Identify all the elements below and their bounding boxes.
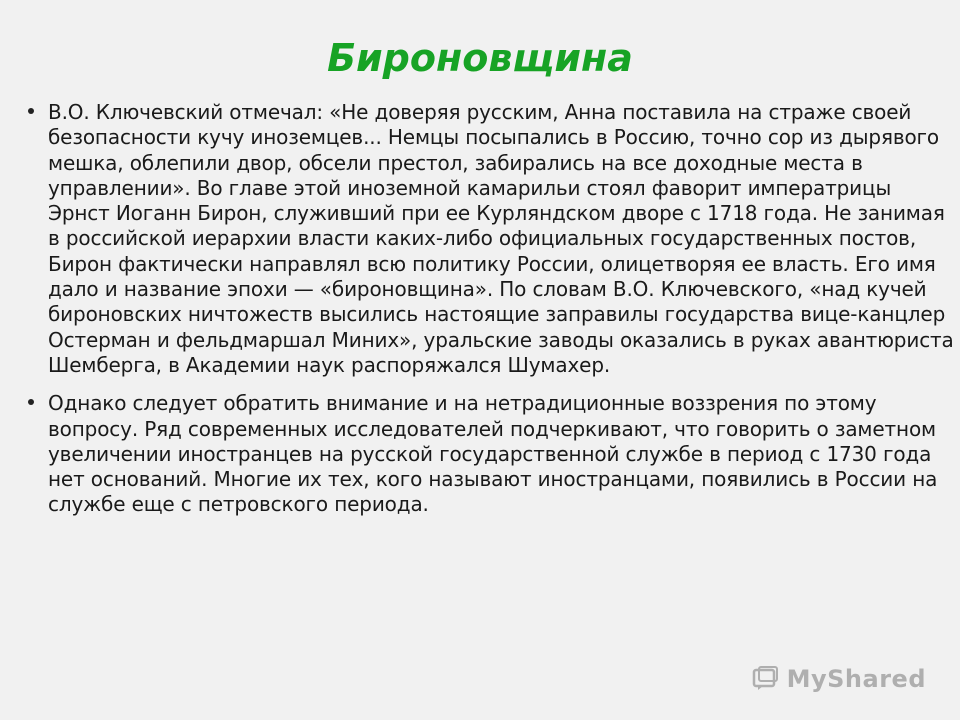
bullet-item (28, 391, 958, 517)
bullet-dot-icon (28, 399, 34, 405)
myshared-logo-icon (751, 664, 781, 694)
bullet-dot-icon (28, 108, 34, 114)
slide-title: Бироновщина (327, 36, 633, 80)
bullet-item (28, 100, 958, 378)
bullet-text: В.О. Ключевский отмечал: «Не доверяя русским, Анна поставила на страже своей безопасности кучу иноземцев... Немцы посыпались в Россию, точно сор из дырявого мешка, облепили двор, обсели престол, забирались на все доходные места в управлении». Во главе этой иноземной камарильи стоял фаворит императрицы Эрнст Иоганн Бирон, служивший при ее Курляндском дворе с 1718 года. Не занимая в российской иерархии власти каких-либо официальных государственных постов, Бирон фактически направлял всю политику России, олицетворяя ее власть. Его имя дало и название эпохи — «бироновщина». По словам В.О. Ключевского, «над кучей бироновских ничтожеств высились настоящие заправилы государства вице-канцлер Остерман и фельдмаршал Миних», уральские заводы оказались в руках авантюриста Шемберга, в Академии наук распоряжался Шумахер. (48, 100, 954, 377)
myshared-logo (751, 664, 926, 694)
bullet-text: Однако следует обратить внимание и на нетрадиционные воззрения по этому вопросу. Ряд современных исследователей подчеркивают, что говорить о заметном увеличении иностранцев на русской государственной службе в период с 1730 года нет оснований. Многие их тех, кого называют иностранцами, появились в России на службе еще с петровского периода. (48, 391, 938, 517)
logo-text: MyShared (786, 665, 926, 693)
bullet-list (28, 100, 958, 531)
